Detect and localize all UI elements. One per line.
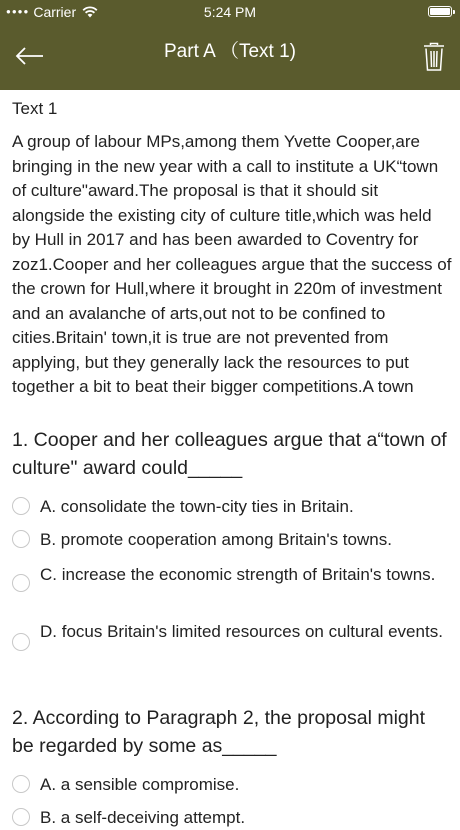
carrier-label: Carrier — [33, 4, 77, 20]
radio-button[interactable] — [12, 808, 30, 826]
option-text: D. focus Britain's limited resources on cultural events. — [40, 622, 443, 641]
option-text: A. a sensible compromise. — [40, 775, 240, 794]
passage-panel[interactable] — [0, 90, 460, 410]
battery-icon — [428, 6, 452, 17]
radio-button[interactable] — [12, 497, 30, 515]
signal-icon: ●●●● — [6, 7, 30, 16]
option-text: B. promote cooperation among Britain's towns. — [40, 530, 392, 549]
trash-icon — [424, 44, 444, 71]
page-title: Part A （Text 1) — [164, 41, 296, 62]
option-text: B. a self-deceiving attempt. — [40, 808, 246, 827]
navigation-bar — [0, 0, 460, 90]
delete-button[interactable] — [422, 42, 446, 72]
passage-label: Text 1 — [12, 99, 58, 118]
status-time: 5:24 PM — [203, 4, 257, 20]
status-bar — [0, 0, 460, 24]
question-stem: 2. According to Paragraph 2, the proposal might be regarded by some as_____ — [12, 707, 426, 757]
radio-button[interactable] — [12, 775, 30, 793]
question-stem: 1. Cooper and her colleagues argue that a“town of culture" award could_____ — [12, 429, 447, 479]
option-text: A. consolidate the town-city ties in Britain. — [40, 497, 354, 516]
radio-button[interactable] — [12, 530, 30, 548]
option-text: C. increase the economic strength of Britain's towns. — [40, 565, 436, 584]
radio-button[interactable] — [12, 574, 30, 592]
radio-button[interactable] — [12, 633, 30, 651]
title-bar — [0, 24, 460, 90]
passage-text: A group of labour MPs,among them Yvette Cooper,are bringing in the new year with a call to institute a UK“town of culture"award.The proposal is that it should sit alongside the existing city of culture title,which was held by Hull in 2017 and has been awarded to Coventry for zoz1.Cooper and her colleagues argue that the success of the crown for Hull,where it brought in 220m of investment and an avalanche of arts,out not to be confined to cities.Britain' town,it is true are not prevented from applying, but they generally lack the resources to put together a bit to beat their bigger competitions.A town — [12, 132, 452, 396]
